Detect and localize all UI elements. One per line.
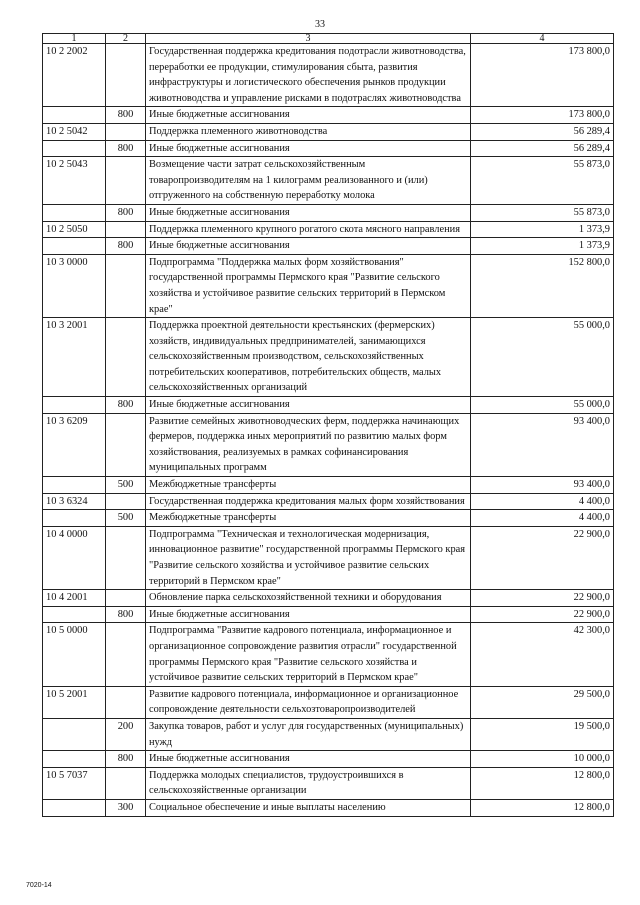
row-amount-cell: 1 373,9: [471, 221, 614, 238]
row-code-cell: 10 3 6209: [43, 413, 106, 476]
table-row: [43, 157, 614, 205]
row-description-cell: Поддержка племенного крупного рогатого скота мясного направления: [146, 221, 471, 238]
table-row: [43, 799, 614, 816]
row-code-cell: 10 5 2001: [43, 686, 106, 718]
table-row: [43, 204, 614, 221]
row-code-cell: 10 4 2001: [43, 590, 106, 607]
row-code-cell: 10 5 0000: [43, 623, 106, 686]
table-row: [43, 318, 614, 397]
row-expense-type-cell: [106, 221, 146, 238]
footer-code: 7020-14: [26, 882, 52, 889]
row-code-cell: [43, 238, 106, 255]
row-description-cell: Развитие кадрового потенциала, информационное и организационное сопровождение деятельности сельхозтоваропроизводителей: [146, 686, 471, 718]
table-row: [43, 751, 614, 768]
row-description-cell: Иные бюджетные ассигнования: [146, 751, 471, 768]
row-expense-type-cell: 800: [106, 140, 146, 157]
row-expense-type-cell: 800: [106, 204, 146, 221]
page-number: 33: [315, 19, 325, 30]
row-description-cell: Социальное обеспечение и иные выплаты населению: [146, 799, 471, 816]
row-description-cell: Подпрограмма "Техническая и технологическая модернизация, инновационное развитие" государственной программы Пермского края "Развитие сельского хозяйства и устойчивое развитие сельских территорий в Пермском крае": [146, 526, 471, 589]
row-code-cell: [43, 510, 106, 527]
row-amount-cell: 93 400,0: [471, 413, 614, 476]
row-code-cell: [43, 397, 106, 414]
row-amount-cell: 12 800,0: [471, 767, 614, 799]
row-code-cell: [43, 606, 106, 623]
table-row: [43, 526, 614, 589]
row-code-cell: [43, 799, 106, 816]
row-expense-type-cell: [106, 123, 146, 140]
row-description-cell: Иные бюджетные ассигнования: [146, 606, 471, 623]
table-row: [43, 493, 614, 510]
row-expense-type-cell: [106, 157, 146, 205]
row-code-cell: [43, 107, 106, 124]
row-expense-type-cell: [106, 686, 146, 718]
row-expense-type-cell: [106, 254, 146, 317]
table-row: [43, 590, 614, 607]
row-description-cell: Межбюджетные трансферты: [146, 477, 471, 494]
row-amount-cell: 42 300,0: [471, 623, 614, 686]
row-expense-type-cell: 300: [106, 799, 146, 816]
row-expense-type-cell: [106, 318, 146, 397]
row-amount-cell: 93 400,0: [471, 477, 614, 494]
row-code-cell: 10 2 2002: [43, 44, 106, 107]
row-expense-type-cell: 800: [106, 397, 146, 414]
row-description-cell: Поддержка молодых специалистов, трудоустроившихся в сельскохозяйственные организации: [146, 767, 471, 799]
row-amount-cell: 55 000,0: [471, 397, 614, 414]
row-amount-cell: 12 800,0: [471, 799, 614, 816]
column-header-4: 4: [471, 34, 614, 44]
table-row: [43, 606, 614, 623]
row-description-cell: Закупка товаров, работ и услуг для государственных (муниципальных) нужд: [146, 718, 471, 750]
row-code-cell: 10 4 0000: [43, 526, 106, 589]
row-amount-cell: 19 500,0: [471, 718, 614, 750]
row-amount-cell: 55 000,0: [471, 318, 614, 397]
row-expense-type-cell: [106, 623, 146, 686]
row-code-cell: 10 3 6324: [43, 493, 106, 510]
table-row: [43, 254, 614, 317]
row-expense-type-cell: 800: [106, 238, 146, 255]
table-row: [43, 397, 614, 414]
table-row: [43, 477, 614, 494]
row-expense-type-cell: 500: [106, 510, 146, 527]
row-description-cell: Государственная поддержка кредитования малых форм хозяйствования: [146, 493, 471, 510]
row-description-cell: Поддержка проектной деятельности крестьянских (фермерских) хозяйств, индивидуальных предпринимателей, занимающихся сельскохозяйственным производством, сельскохозяйственных потребительских кооперативов, потребительских обществ, малых сельскохозяйственных организаций: [146, 318, 471, 397]
table-row: [43, 221, 614, 238]
row-description-cell: Государственная поддержка кредитования подотрасли животноводства, переработки ее продукции, стимулирования сбыта, развития инфраструктуры и логистического обеспечения рынков продукции животноводства и управление рисками в подотраслях животноводства: [146, 44, 471, 107]
row-description-cell: Возмещение части затрат сельскохозяйственным товаропроизводителям на 1 килограмм реализованного и (или) отгруженного на собственную переработку молока: [146, 157, 471, 205]
column-header-2: 2: [106, 34, 146, 44]
table-row: [43, 767, 614, 799]
row-expense-type-cell: [106, 493, 146, 510]
row-amount-cell: 29 500,0: [471, 686, 614, 718]
table-row: [43, 623, 614, 686]
row-code-cell: 10 2 5050: [43, 221, 106, 238]
row-expense-type-cell: 800: [106, 606, 146, 623]
row-amount-cell: 56 289,4: [471, 123, 614, 140]
column-header-3: 3: [146, 34, 471, 44]
row-amount-cell: 1 373,9: [471, 238, 614, 255]
row-amount-cell: 10 000,0: [471, 751, 614, 768]
row-expense-type-cell: 500: [106, 477, 146, 494]
table-row: [43, 140, 614, 157]
row-code-cell: 10 5 7037: [43, 767, 106, 799]
row-description-cell: Поддержка племенного животноводства: [146, 123, 471, 140]
table-row: [43, 107, 614, 124]
row-amount-cell: 22 900,0: [471, 526, 614, 589]
row-amount-cell: 4 400,0: [471, 493, 614, 510]
table-row: [43, 238, 614, 255]
row-code-cell: [43, 751, 106, 768]
row-code-cell: 10 3 0000: [43, 254, 106, 317]
row-description-cell: Иные бюджетные ассигнования: [146, 397, 471, 414]
row-code-cell: [43, 204, 106, 221]
row-description-cell: Иные бюджетные ассигнования: [146, 238, 471, 255]
row-description-cell: Межбюджетные трансферты: [146, 510, 471, 527]
row-expense-type-cell: [106, 767, 146, 799]
row-amount-cell: 173 800,0: [471, 44, 614, 107]
row-amount-cell: 173 800,0: [471, 107, 614, 124]
row-expense-type-cell: [106, 44, 146, 107]
row-amount-cell: 4 400,0: [471, 510, 614, 527]
row-code-cell: 10 3 2001: [43, 318, 106, 397]
column-header-1: 1: [43, 34, 106, 44]
row-expense-type-cell: [106, 526, 146, 589]
table-row: [43, 44, 614, 107]
row-description-cell: Обновление парка сельскохозяйственной техники и оборудования: [146, 590, 471, 607]
row-expense-type-cell: 800: [106, 107, 146, 124]
budget-table: [42, 33, 614, 817]
table-row: [43, 510, 614, 527]
row-code-cell: [43, 140, 106, 157]
row-code-cell: 10 2 5042: [43, 123, 106, 140]
table-header-row: [43, 34, 614, 44]
row-code-cell: 10 2 5043: [43, 157, 106, 205]
row-expense-type-cell: 800: [106, 751, 146, 768]
row-code-cell: [43, 718, 106, 750]
row-description-cell: Иные бюджетные ассигнования: [146, 204, 471, 221]
row-amount-cell: 55 873,0: [471, 204, 614, 221]
row-amount-cell: 22 900,0: [471, 590, 614, 607]
row-description-cell: Подпрограмма "Поддержка малых форм хозяйствования" государственной программы Пермского края "Развитие сельского хозяйства и устойчивое развитие сельских территорий в Пермском крае": [146, 254, 471, 317]
table-row: [43, 123, 614, 140]
row-expense-type-cell: 200: [106, 718, 146, 750]
row-amount-cell: 22 900,0: [471, 606, 614, 623]
row-expense-type-cell: [106, 590, 146, 607]
row-amount-cell: 55 873,0: [471, 157, 614, 205]
table-row: [43, 718, 614, 750]
table-row: [43, 686, 614, 718]
row-description-cell: Иные бюджетные ассигнования: [146, 107, 471, 124]
row-code-cell: [43, 477, 106, 494]
row-description-cell: Развитие семейных животноводческих ферм, поддержка начинающих фермеров, поддержка иных мероприятий по развитию малых форм хозяйствования, реализуемых в рамках софинансирования муниципальных программ: [146, 413, 471, 476]
row-expense-type-cell: [106, 413, 146, 476]
table-row: [43, 413, 614, 476]
row-amount-cell: 152 800,0: [471, 254, 614, 317]
row-description-cell: Иные бюджетные ассигнования: [146, 140, 471, 157]
row-description-cell: Подпрограмма "Развитие кадрового потенциала, информационное и организационное сопровождение развития отрасли" государственной программы Пермского края "Развитие сельского хозяйства и устойчивое развитие сельских территорий в Пермском крае": [146, 623, 471, 686]
row-amount-cell: 56 289,4: [471, 140, 614, 157]
